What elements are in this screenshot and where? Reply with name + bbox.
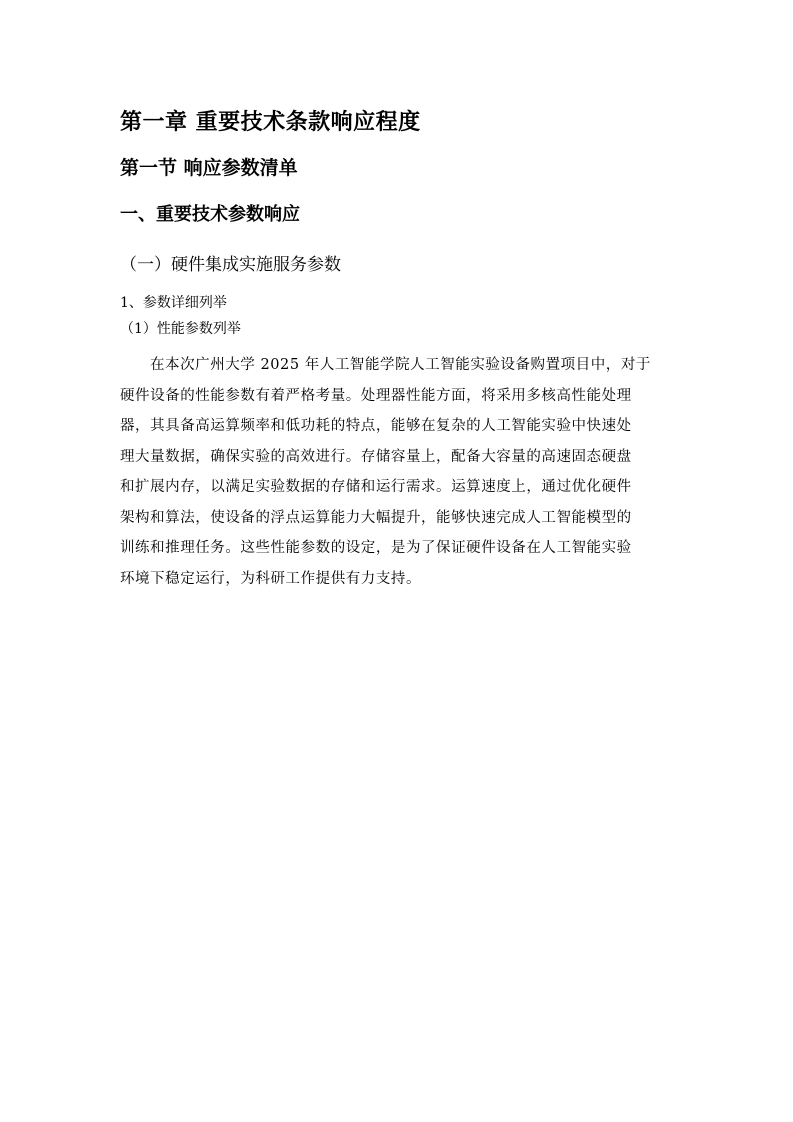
body-line: 在本次广州大学 2025 年人工智能学院人工智能实验设备购置项目中，对于 bbox=[150, 357, 651, 373]
subitem-title: 1、参数详细列举 bbox=[120, 295, 227, 311]
body-paragraph bbox=[120, 350, 675, 594]
subsubitem-title: （1）性能参数列举 bbox=[120, 321, 241, 337]
body-line: 理大量数据，确保实验的高效进行。存储容量上，配备大容量的高速固态硬盘 bbox=[120, 448, 632, 465]
chapter-title: 第一章 重要技术条款响应程度 bbox=[120, 109, 421, 135]
body-line: 架构和算法，使设备的浮点运算能力大幅提升，能够快速完成人工智能模型的 bbox=[120, 509, 632, 526]
body-line: 训练和推理任务。这些性能参数的设定，是为了保证硬件设备在人工智能实验 bbox=[120, 540, 632, 556]
item-title: （一）硬件集成实施服务参数 bbox=[120, 255, 341, 275]
section-title: 第一节 响应参数清单 bbox=[120, 157, 298, 179]
body-line: 硬件设备的性能参数有着严格考量。处理器性能方面，将采用多核高性能处理 bbox=[120, 387, 632, 404]
body-line: 器，其具备高运算频率和低功耗的特点，能够在复杂的人工智能实验中快速处 bbox=[120, 418, 632, 434]
body-line: 环境下稳定运行，为科研工作提供有力支持。 bbox=[120, 570, 421, 587]
subsection-title: 一、重要技术参数响应 bbox=[120, 204, 300, 225]
body-line: 和扩展内存，以满足实验数据的存储和运行需求。运算速度上，通过优化硬件 bbox=[120, 479, 632, 495]
